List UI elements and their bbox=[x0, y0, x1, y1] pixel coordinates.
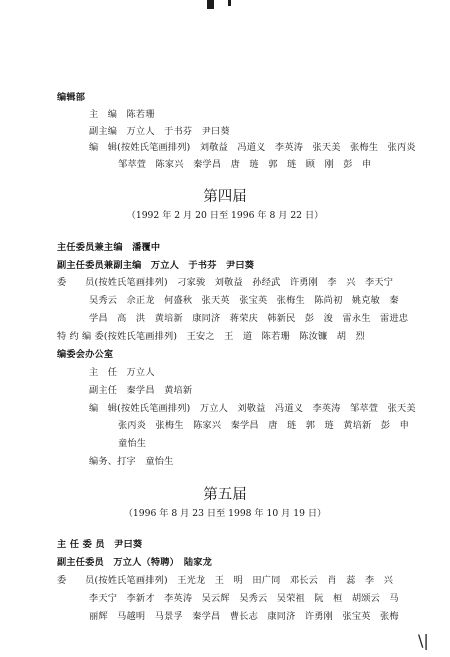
editors-line-2: 邹萃萱 陈家兴 秦学昌 唐 琏 郭 琏 顾 刚 彭 申 bbox=[118, 159, 372, 170]
fifth-members-line-2: 李天宁 李新才 李英涛 吴云辉 吴秀云 吴荣祖 阮 桓 胡颂云 马 bbox=[89, 593, 399, 604]
editors-line-1: 编 辑(按姓氏笔画排列) 刘敬益 冯道义 李英涛 张天美 张梅生 张丙炎 bbox=[89, 142, 416, 153]
editor-in-chief-line: 主 编 陈若珊 bbox=[89, 109, 155, 120]
members-line-3: 学昌 高 洪 黄培新 康同济 蒋荣庆 韩新民 彭 浚 雷永生 雷进忠 bbox=[89, 313, 409, 324]
office-editors-line-2: 张丙炎 张梅生 陈家兴 秦学昌 唐 琏 郭 琏 黄培新 彭 申 bbox=[118, 420, 410, 431]
fifth-members-line-1: 委 员(按姓氏笔画排列) 王光龙 王 明 田广同 邓长云 肖 蕊 李 兴 bbox=[57, 575, 394, 586]
fifth-term-date-range: （1996 年 8 月 23 日至 1998 年 10 月 19 日） bbox=[123, 508, 327, 519]
guest-editors-line: 特 约 编 委(按姓氏笔画排列) 王安之 王 道 陈若珊 陈汝镰 胡 烈 bbox=[57, 331, 365, 342]
office-editors-line-3: 童怡生 bbox=[118, 438, 147, 449]
members-line-1: 委 员(按姓氏笔画排列) 刁家骏 刘敬益 孙经武 许勇刚 李 兴 李天宁 bbox=[57, 277, 394, 288]
clerical-typing-line: 编务、打字 童怡生 bbox=[89, 456, 174, 467]
section-title-fourth-term: 第四届 bbox=[203, 189, 247, 205]
scan-mark-top-2 bbox=[228, 0, 231, 6]
vice-chair-line: 副主任委员兼副主编 万立人 于书芬 尹曰葵 bbox=[57, 260, 255, 271]
fourth-term-date-range: （1992 年 2 月 20 日至 1996 年 8 月 22 日） bbox=[126, 210, 324, 221]
chair-and-editor-line: 主任委员兼主编 潘覆中 bbox=[57, 242, 161, 253]
fifth-vice-chair-line: 副主任委员 万立人（特聘） 陆家龙 bbox=[57, 557, 212, 568]
office-director-line: 主 任 万立人 bbox=[89, 367, 155, 378]
office-deputy-line: 副主任 秦学昌 黄培新 bbox=[89, 385, 193, 396]
section-title-fifth-term: 第五届 bbox=[203, 487, 247, 503]
deputy-editor-line: 副主编 万立人 于书芬 尹曰葵 bbox=[89, 126, 230, 137]
office-editors-line-1: 编 辑(按姓氏笔画排列) 万立人 刘敬益 冯道义 李英涛 邹萃萱 张天美 bbox=[89, 403, 416, 414]
fifth-chair-line: 主 任 委 员 尹曰葵 bbox=[57, 539, 143, 550]
fifth-members-line-3: 丽辉 马越明 马景孚 秦学昌 曹长志 康同济 许勇刚 张宝英 张梅 bbox=[89, 611, 399, 622]
members-line-2: 吴秀云 佘正龙 何盛秋 张天英 张宝英 张梅生 陈尚初 姚克敏 秦 bbox=[89, 295, 399, 306]
corner-pen-mark: \| bbox=[418, 631, 429, 650]
section-heading-editorial-dept: 编辑部 bbox=[57, 92, 86, 103]
editorial-office-heading: 编委会办公室 bbox=[57, 349, 114, 360]
scan-mark-top-1 bbox=[207, 0, 214, 9]
